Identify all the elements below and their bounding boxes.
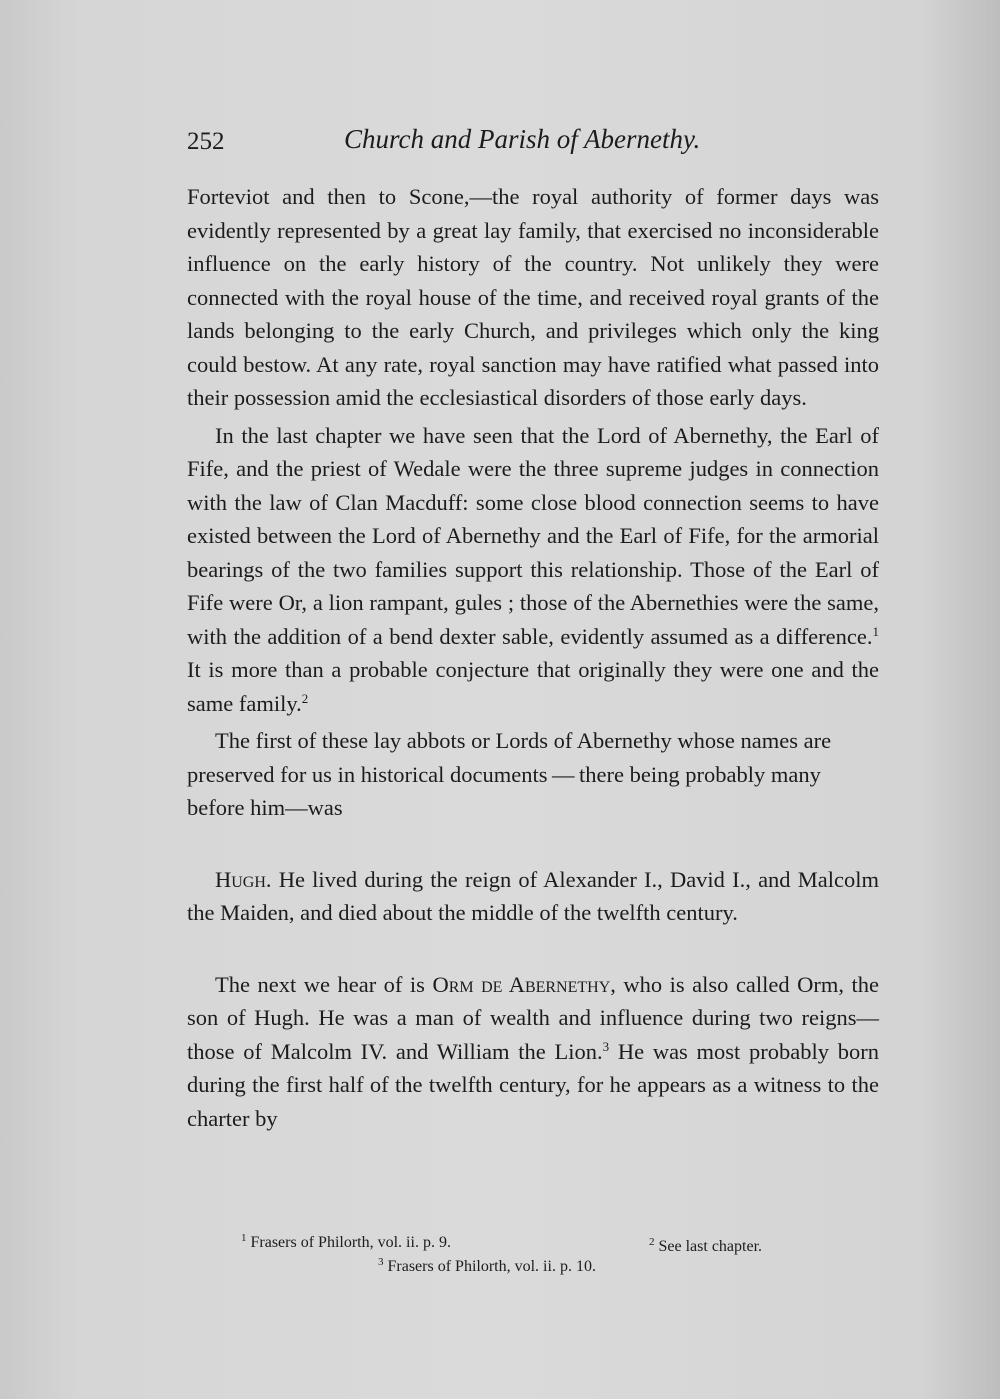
footnote-3-text: Frasers of Philorth, vol. ii. p. 10. — [387, 1258, 596, 1275]
footnote-1-number: 1 — [241, 1232, 247, 1244]
footnote-3 — [378, 1250, 596, 1279]
paragraph-3: The first of these lay abbots or Lords of Abernethy whose names are preserved for us in historical documents — there being probably many before him—was — [187, 728, 832, 820]
paragraph-4-text: He lived during the reign of Alexander I., David I., and Malcolm the Maiden, and died about the middle of the twelfth century. — [187, 866, 879, 925]
paragraph-1: Forteviot and then to Scone,—the royal authority of former days was evidently represented by a great lay family, that exercised no inconsiderable influence on the early history of the country. Not unlikely they were connected with the royal house of the time, and received royal grants of the lands belonging to the early Church, and privileges which only the king could bestow. At any rate, royal sanction may have ratified what passed into their possession amid the ecclesiastical disorders of those early days. — [187, 184, 879, 410]
footnote-1-text: Frasers of Philorth, vol. ii. p. 9. — [250, 1234, 451, 1251]
paragraph-2 — [187, 419, 879, 721]
footnote-ref-1: 1 — [872, 623, 879, 639]
paragraph-5 — [187, 968, 879, 1136]
running-title: Church and Parish of Abernethy. — [344, 124, 701, 154]
paragraph-2-text-a: In the last chapter we have seen that the Lord of Abernethy, the Earl of Fife, and the priest of Wedale were the three supreme judges in connection with the law of Clan Macduff: some close blood connection seems to have existed between the Lord of Abernethy and the Earl of Fife, for the armorial bearings of the two families support this relationship. Those of the Earl of Fife were Or, a lion rampant, gules ; those of the Abernethies were the same, with the addition of a bend dexter sable, evidently assumed as a difference. — [187, 422, 879, 649]
footnote-ref-3: 3 — [602, 1038, 610, 1054]
page-number: 252 — [187, 128, 225, 155]
paragraph-5-lead: The next we hear of is — [215, 971, 433, 997]
footnote-row-2 — [187, 1250, 879, 1274]
paragraph-2-text-b: It is more than a probable conjecture that originally they were one and the same family. — [187, 657, 879, 716]
paragraph-5-text-a: , who is also called Orm, the son of Hugh. He was a man of wealth and influence during two reigns—those of Malcolm IV. and William the Lion. — [187, 971, 880, 1064]
footnote-ref-2: 2 — [301, 690, 309, 706]
name-orm-de-abernethy: Orm de Abernethy — [432, 971, 611, 997]
footnote-row-1 — [187, 1226, 879, 1255]
paragraph-4 — [187, 863, 879, 930]
footnote-3-number: 3 — [378, 1256, 384, 1268]
footnotes — [187, 1226, 879, 1274]
name-hugh: Hugh. — [215, 866, 272, 892]
paragraph-5-text-b: He was most probably born during the first half of the twelfth century, for he appears as a witness to the charter by — [187, 1038, 879, 1131]
body-text — [187, 180, 879, 1135]
page-header — [187, 124, 747, 164]
footnote-2-number: 2 — [649, 1236, 655, 1248]
footnote-2-text: See last chapter. — [658, 1238, 763, 1255]
